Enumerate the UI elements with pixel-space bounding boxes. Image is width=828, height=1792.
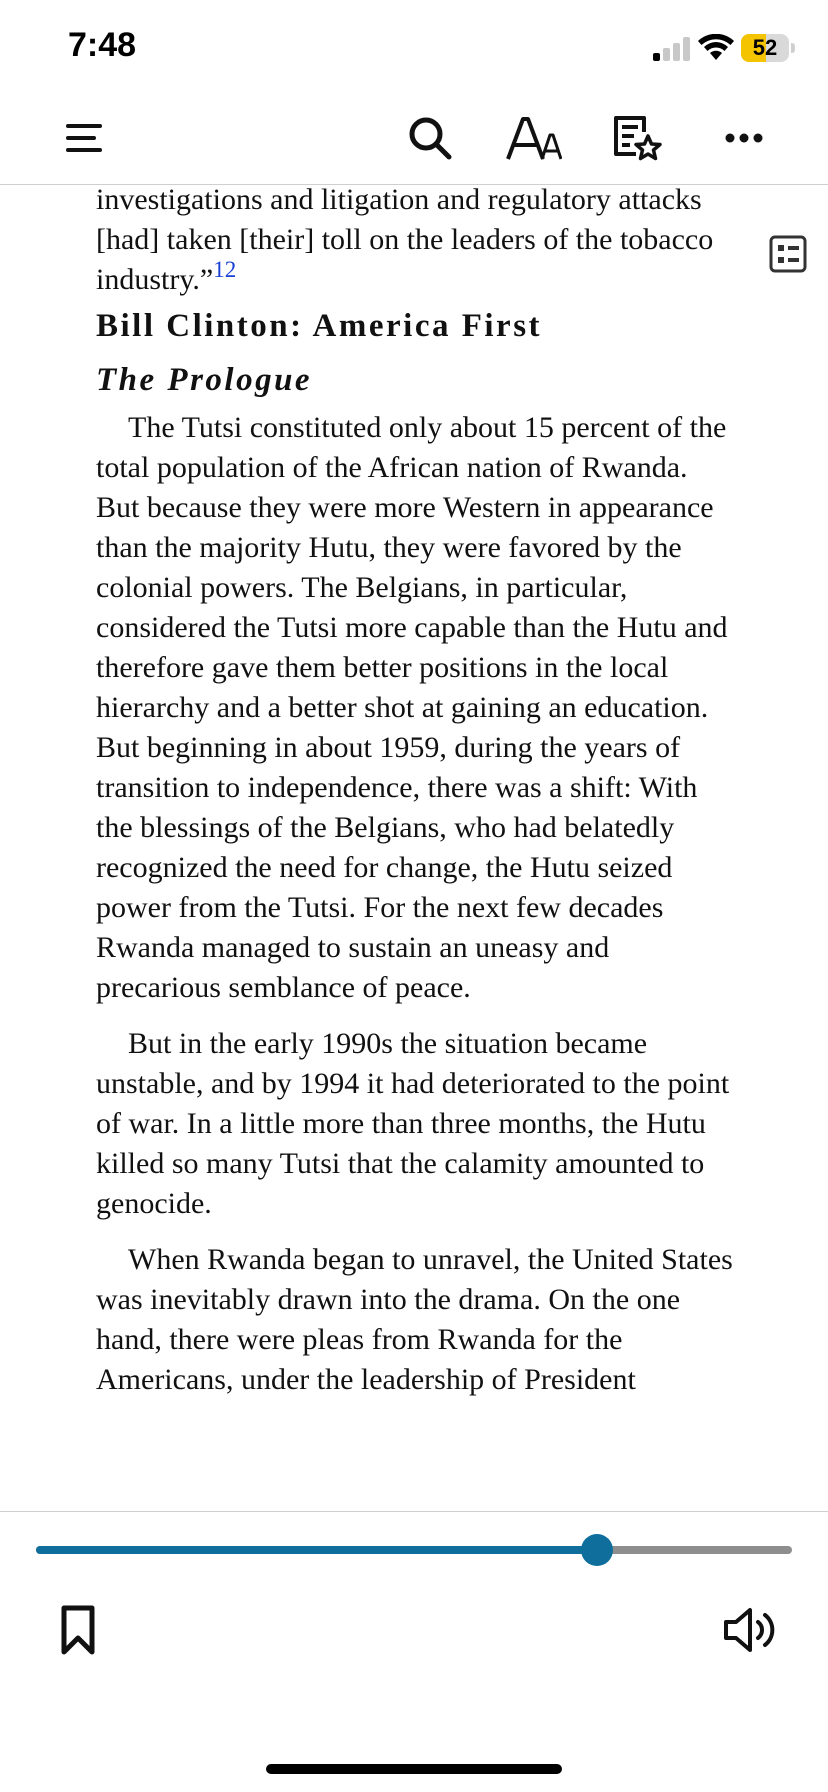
status-time: 7:48	[68, 26, 137, 64]
search-icon[interactable]	[400, 108, 460, 168]
paragraph: When Rwanda began to unravel, the United States was inevitably drawn into the drama. On the one hand, there were pleas from Rwanda for the Americans, under the leadership of President	[96, 1243, 733, 1396]
speaker-icon[interactable]	[722, 1604, 778, 1656]
table-of-contents-icon[interactable]	[768, 234, 808, 274]
menu-icon[interactable]	[54, 108, 114, 168]
progress-slider[interactable]	[36, 1546, 792, 1554]
progress-slider-thumb[interactable]	[581, 1534, 613, 1566]
section-subheading: The Prologue	[96, 362, 313, 398]
bookmark-icon[interactable]	[56, 1604, 100, 1656]
home-indicator	[266, 1764, 562, 1774]
more-icon[interactable]	[714, 108, 774, 168]
wifi-icon	[698, 34, 734, 62]
notes-icon[interactable]	[606, 108, 666, 168]
paragraph: But in the early 1990s the situation became unstable, and by 1994 it had deteriorated to the point of war. In a little more than three months, the Hutu killed so many Tutsi that the calamity amounted to genocide.	[96, 1027, 730, 1220]
footnote-link[interactable]: 12	[213, 257, 237, 282]
battery-percent: 52	[752, 35, 778, 60]
cellular-signal-icon	[651, 37, 691, 61]
battery-indicator	[741, 34, 797, 64]
font-size-icon[interactable]	[504, 108, 564, 168]
reading-pane	[96, 180, 736, 1510]
lead-text: investigations and litigation and regulatory attacks [had] taken [their] toll on the leaders of the tobacco industry.”$^{12}$	[96, 183, 714, 296]
bottom-divider	[0, 1511, 828, 1512]
progress-slider-fill	[36, 1546, 597, 1554]
chapter-heading: Bill Clinton: America First	[96, 308, 543, 344]
paragraph: The Tutsi constituted only about 15 percent of the total population of the African nation of Rwanda. But because they were more Western in appearance than the majority Hutu, they were favored by the colonial powers. The Belgians, in particular, considered the Tutsi more capable than the Hutu and therefore gave them better positions in the local hierarchy and a better shot at gaining an education. But beginning in about 1959, during the years of transition to independence, there was a shift: With the blessings of the Belgians, who had belatedly recognized the need for change, the Hutu seized power from the Tutsi. For the next few decades Rwanda managed to sustain an uneasy and precarious semblance of peace.	[96, 411, 728, 1004]
